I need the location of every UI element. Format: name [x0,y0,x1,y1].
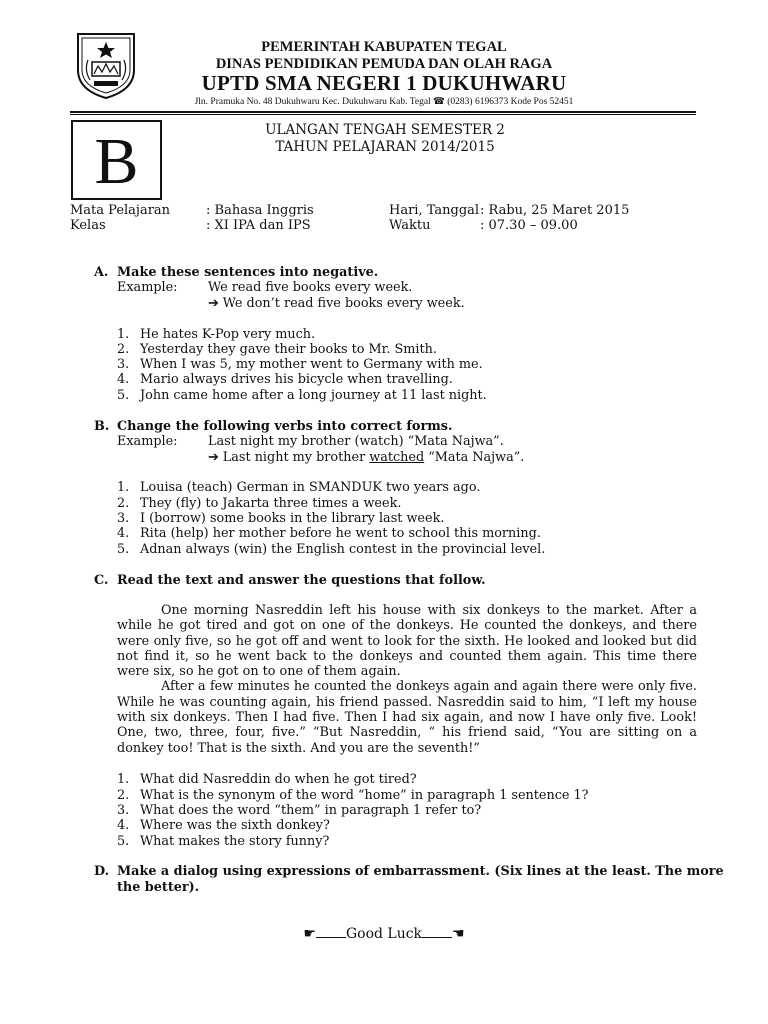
section-title: Make these sentences into negative. [117,265,379,280]
class-value: : XI IPA dan IPS [206,218,311,233]
exam-title: ULANGAN TENGAH SEMESTER 2 [265,122,505,138]
list-item: 5. John came home after a long journey at 11 last night. [117,388,487,403]
list-item: 1. He hates K-Pop very much. [117,327,316,342]
exam-code-box [71,120,162,200]
section-letter: D. [94,864,110,879]
list-item: 5. What makes the story funny? [117,834,330,849]
regency-emblem-icon [72,30,140,100]
list-item: 3. What does the word “them” in paragraph 1 refer to? [117,803,482,818]
list-item: 2. What is the synonym of the word “home” in paragraph 1 sentence 1? [117,788,589,803]
example-sentence: We read five books every week. [208,280,413,295]
date-value: : Rabu, 25 Maret 2015 [480,203,630,218]
school-name: UPTD SMA NEGERI 1 DUKUHWARU [201,71,567,95]
list-item: 3. When I was 5, my mother went to Germany with me. [117,357,483,372]
section-a-heading [94,265,378,280]
section-c-heading [94,573,486,588]
time-label: Waktu [389,218,431,233]
header-divider [70,111,696,113]
example-label: Example: [117,434,178,449]
example-label: Example: [117,280,178,295]
section-title: Change the following verbs into correct forms. [117,419,453,434]
list-item: 1. What did Nasreddin do when he got tired? [117,772,417,787]
pointing-hand-right-icon: ☛ [303,926,316,942]
section-b-heading [94,419,452,434]
section-letter: C. [94,573,109,588]
section-title: Make a dialog using expressions of embarrassment. (Six lines at the least. The more [117,864,724,879]
list-item: 5. Adnan always (win) the English contest in the provincial level. [117,542,546,557]
subject-value: : Bahasa Inggris [206,203,314,218]
header-divider-thin [70,114,696,115]
class-label: Kelas [70,218,106,233]
department-name: DINAS PENDIDIKAN PEMUDA DAN OLAH RAGA [215,56,553,72]
school-address: Jln. Pramuka No. 48 Dukuhwaru Kec. Dukuhwaru Kab. Tegal ☎ (0283) 6196373 Kode Pos 52451 [194,97,574,107]
paragraph: After a few minutes he counted the donkeys again and again there were only five. While he was counting again, his friend passed. Nasreddin said to him, “I left my house with six donkeys. Then I had five. Then I had six again, and now I have only five. Look! One, two, three, four, five.” “But Nasreddin, “ his friend said, “You are sitting on a donkey too! That is the sixth. And you are the seventh!” [117,679,697,756]
section-title: Read the text and answer the questions that follow. [117,573,486,588]
list-item: 4. Mario always drives his bicycle when travelling. [117,372,453,387]
section-letter: B. [94,419,110,434]
good-luck-text: Good Luck [345,926,423,942]
letterhead [0,0,768,120]
exam-year: TAHUN PELAJARAN 2014/2015 [275,139,495,155]
section-d-heading [94,864,724,879]
list-item: 2. They (fly) to Jakarta three times a week. [117,496,402,511]
example-answer: ➔ We don’t read five books every week. [208,296,465,311]
underline-blank [316,926,346,938]
time-value: : 07.30 – 09.00 [480,218,578,233]
subject-label: Mata Pelajaran [70,203,171,218]
list-item: 3. I (borrow) some books in the library last week. [117,511,445,526]
list-item: 2. Yesterday they gave their books to Mr. Smith. [117,342,437,357]
example-answer: ➔ Last night my brother watched “Mata Najwa”. [208,450,525,465]
date-label: Hari, Tanggal [389,203,480,218]
underline-blank [422,926,452,938]
government-name: PEMERINTAH KABUPATEN TEGAL [261,39,507,55]
example-sentence: Last night my brother (watch) “Mata Najwa”. [208,434,504,449]
pointing-hand-left-icon: ☚ [452,926,465,942]
paragraph: One morning Nasreddin left his house with six donkeys to the market. After a while he got tired and got on one of the donkeys. He counted the donkeys, and there were only five, so he got off and went to look for the sixth. He looked and looked but did not find it, so he went back to the donkeys and counted them again. This time there were six, so he got on to one of them again. [117,603,697,680]
list-item: 1. Louisa (teach) German in SMANDUK two years ago. [117,480,481,495]
list-item: 4. Where was the sixth donkey? [117,818,330,833]
reading-text [117,603,697,756]
good-luck-footer [0,926,768,942]
section-title-continued: the better). [117,880,200,895]
list-item: 4. Rita (help) her mother before he went to school this morning. [117,526,541,541]
exam-code: B [94,125,139,198]
section-letter: A. [94,265,109,280]
